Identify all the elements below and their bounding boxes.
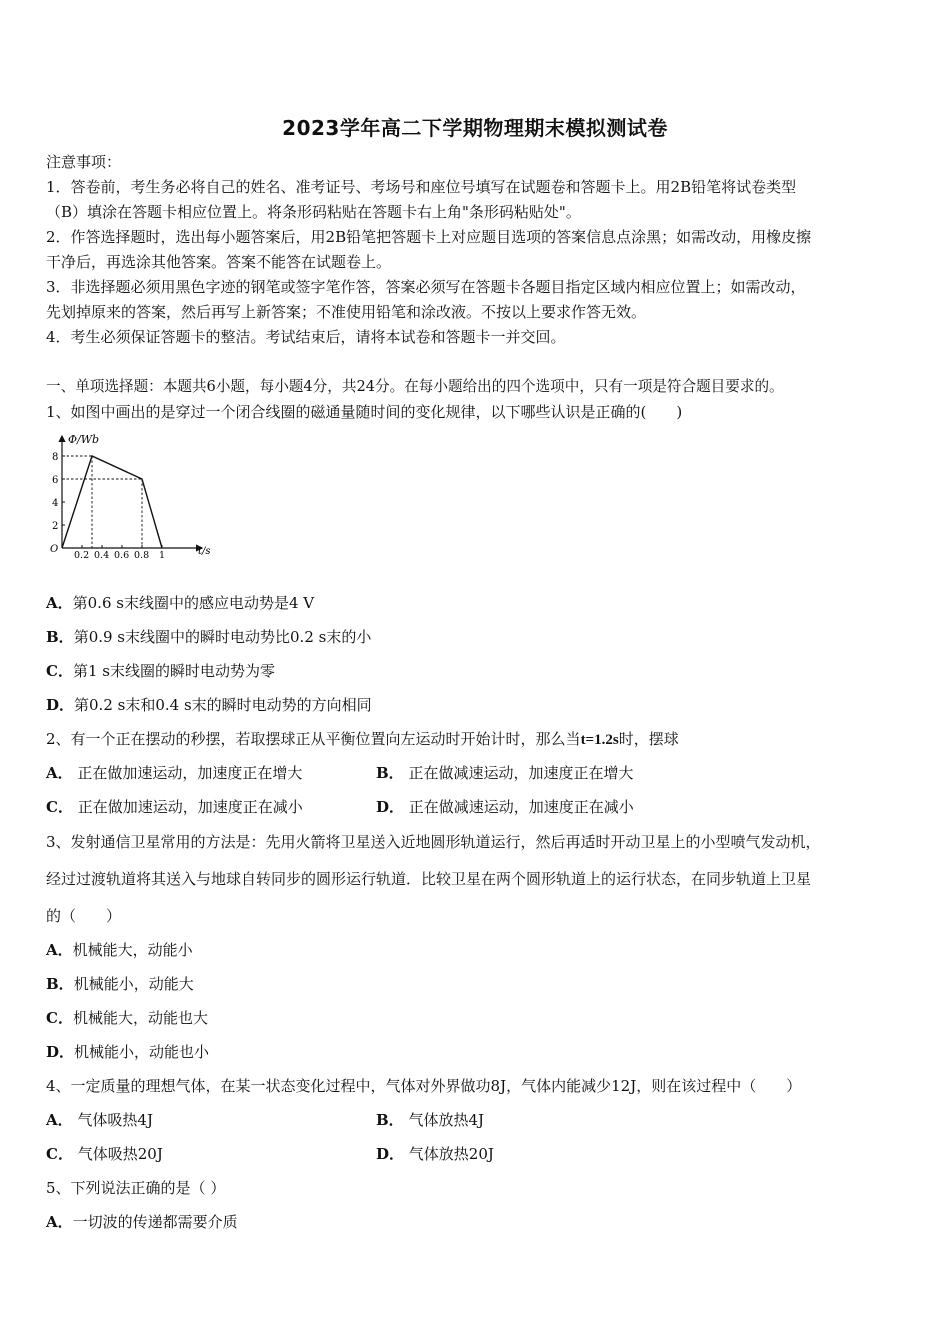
option-b [46,627,908,647]
option-a [46,1110,153,1130]
option-b [46,974,908,994]
option-text: 机械能大，动能也大 [72,1009,208,1027]
option-label: C． [46,1145,73,1163]
option-text: 机械能小，动能也小 [74,1043,210,1061]
option-a [46,763,302,783]
option-label: A． [46,594,73,612]
flux-time-graph [44,430,220,558]
notice-line: 干净后，再选涂其他答案。答案不能答在试题卷上。 [46,253,392,271]
question-3-line: 3、发射通信卫星常用的方法是：先用火箭将卫星送入近地圆形轨道运行，然后再适时开动卫星上的小型喷气发动机， [46,833,821,851]
origin-label: O [50,544,59,555]
notice-heading: 注意事项： [46,153,122,171]
option-c [46,797,303,817]
page-title: 2023学年高二下学期物理期末模拟测试卷 [282,116,668,140]
y-tick-label: 6 [52,475,59,486]
option-d [46,1042,908,1062]
option-label: A． [46,764,73,782]
x-axis-label: t/s [198,546,211,557]
q2-stem-text: 2、有一个正在摆动的秒摆，若取摆球正从平衡位置向左运动时开始计时，那么当 [46,730,581,748]
option-a [46,940,908,960]
notice-line: 2．作答选择题时，选出每小题答案后，用2B铅笔把答题卡上对应题目选项的答案信息点涂黑；如需改动，用橡皮擦 [46,228,812,246]
option-text: 气体放热20J [408,1145,494,1163]
option-text: 气体吸热4J [77,1111,153,1129]
notice-line: （B）填涂在答题卡相应位置上。将条形码粘贴在答题卡右上角"条形码粘贴处"。 [46,203,581,221]
y-tick-label: 4 [52,498,59,509]
question-3-line: 经过过渡轨道将其送入与地球自转同步的圆形运行轨道．比较卫星在两个圆形轨道上的运行状态，在同步轨道上卫星 [46,870,812,888]
option-label: A． [46,941,73,959]
option-d [376,797,634,817]
option-d [376,1144,494,1164]
option-label: B． [376,1111,404,1129]
option-label: C． [46,1009,73,1027]
section-heading: 一、单项选择题：本题共6小题，每小题4分，共24分。在每小题给出的四个选项中，只有一项是符合题目要求的。 [46,378,784,395]
option-c [46,661,908,681]
y-tick-label: 8 [52,452,59,463]
option-text: 机械能小，动能大 [73,975,194,993]
option-text: 气体放热4J [408,1111,485,1129]
option-label: D． [46,1043,75,1061]
option-text: 正在做加速运动，加速度正在增大 [77,764,303,782]
notice-line: 先划掉原来的答案，然后再写上新答案；不准使用铅笔和涂改液。不按以上要求作答无效。 [46,303,647,321]
option-label: D． [376,1145,405,1163]
option-label: D． [376,798,405,816]
option-text: 机械能大，动能小 [72,941,193,959]
option-label: C． [46,662,73,680]
q2-stem-end: 时，摆球 [618,730,679,748]
notice-line: 1．答卷前，考生务必将自己的姓名、准考证号、考场号和座位号填写在试题卷和答题卡上。用2B铅笔将试卷类型 [46,178,797,196]
option-label: D． [46,696,75,714]
flux-curve [62,456,162,548]
x-tick-label: 0.8 [134,550,150,558]
x-tick-label: 0.6 [114,550,130,558]
question-5-stem: 5、下列说法正确的是（ ） [46,1179,226,1197]
option-b [376,763,633,783]
x-tick-label: 0.4 [94,550,110,558]
option-label: B． [46,628,74,646]
q2-time-value: t=1.2s [580,732,619,748]
option-text: 第0.9 s末线圈中的瞬时电动势比0.2 s末的小 [73,628,372,646]
option-text: 正在做加速运动，加速度正在减小 [77,798,303,816]
option-label: B． [46,975,74,993]
option-text: 正在做减速运动，加速度正在减小 [408,798,634,816]
option-label: C． [46,798,73,816]
notice-line: 4．考生必须保证答题卡的整洁。考试结束后，请将本试卷和答题卡一并交回。 [46,328,566,346]
question-4-stem: 4、一定质量的理想气体，在某一状态变化过程中，气体对外界做功8J，气体内能减少12J，则在该过程中（ ） [46,1077,802,1095]
x-tick-label: 1 [159,550,166,558]
question-1-stem: 1、如图中画出的是穿过一个闭合线圈的磁通量随时间的变化规律，以下哪些认识是正确的( ) [46,403,683,421]
option-text: 第1 s末线圈的瞬时电动势为零 [72,662,275,680]
option-label: A． [46,1213,73,1231]
y-axis-label: Φ/Wb [68,433,100,446]
option-text: 一切波的传递都需要介质 [72,1213,238,1231]
option-b [376,1110,484,1130]
question-2-stem [46,729,908,750]
option-text: 第0.2 s末和0.4 s末的瞬时电动势的方向相同 [74,696,372,714]
option-a [46,593,908,613]
question-3-line: 的（ ） [46,907,122,925]
notice-line: 3．非选择题必须用黑色字迹的钢笔或签字笔作答，答案必须写在答题卡各题目指定区域内相应位置上；如需改动， [46,278,806,296]
option-label: A． [46,1111,73,1129]
option-text: 第0.6 s末线圈中的感应电动势是4 V [72,594,315,612]
y-tick-label: 2 [52,521,59,532]
x-tick-label: 0.2 [74,550,90,558]
option-d [46,695,908,715]
option-a [46,1212,908,1232]
option-c [46,1008,908,1028]
option-text: 气体吸热20J [77,1145,163,1163]
option-c [46,1144,163,1164]
option-text: 正在做减速运动，加速度正在增大 [408,764,634,782]
option-label: B． [376,764,404,782]
